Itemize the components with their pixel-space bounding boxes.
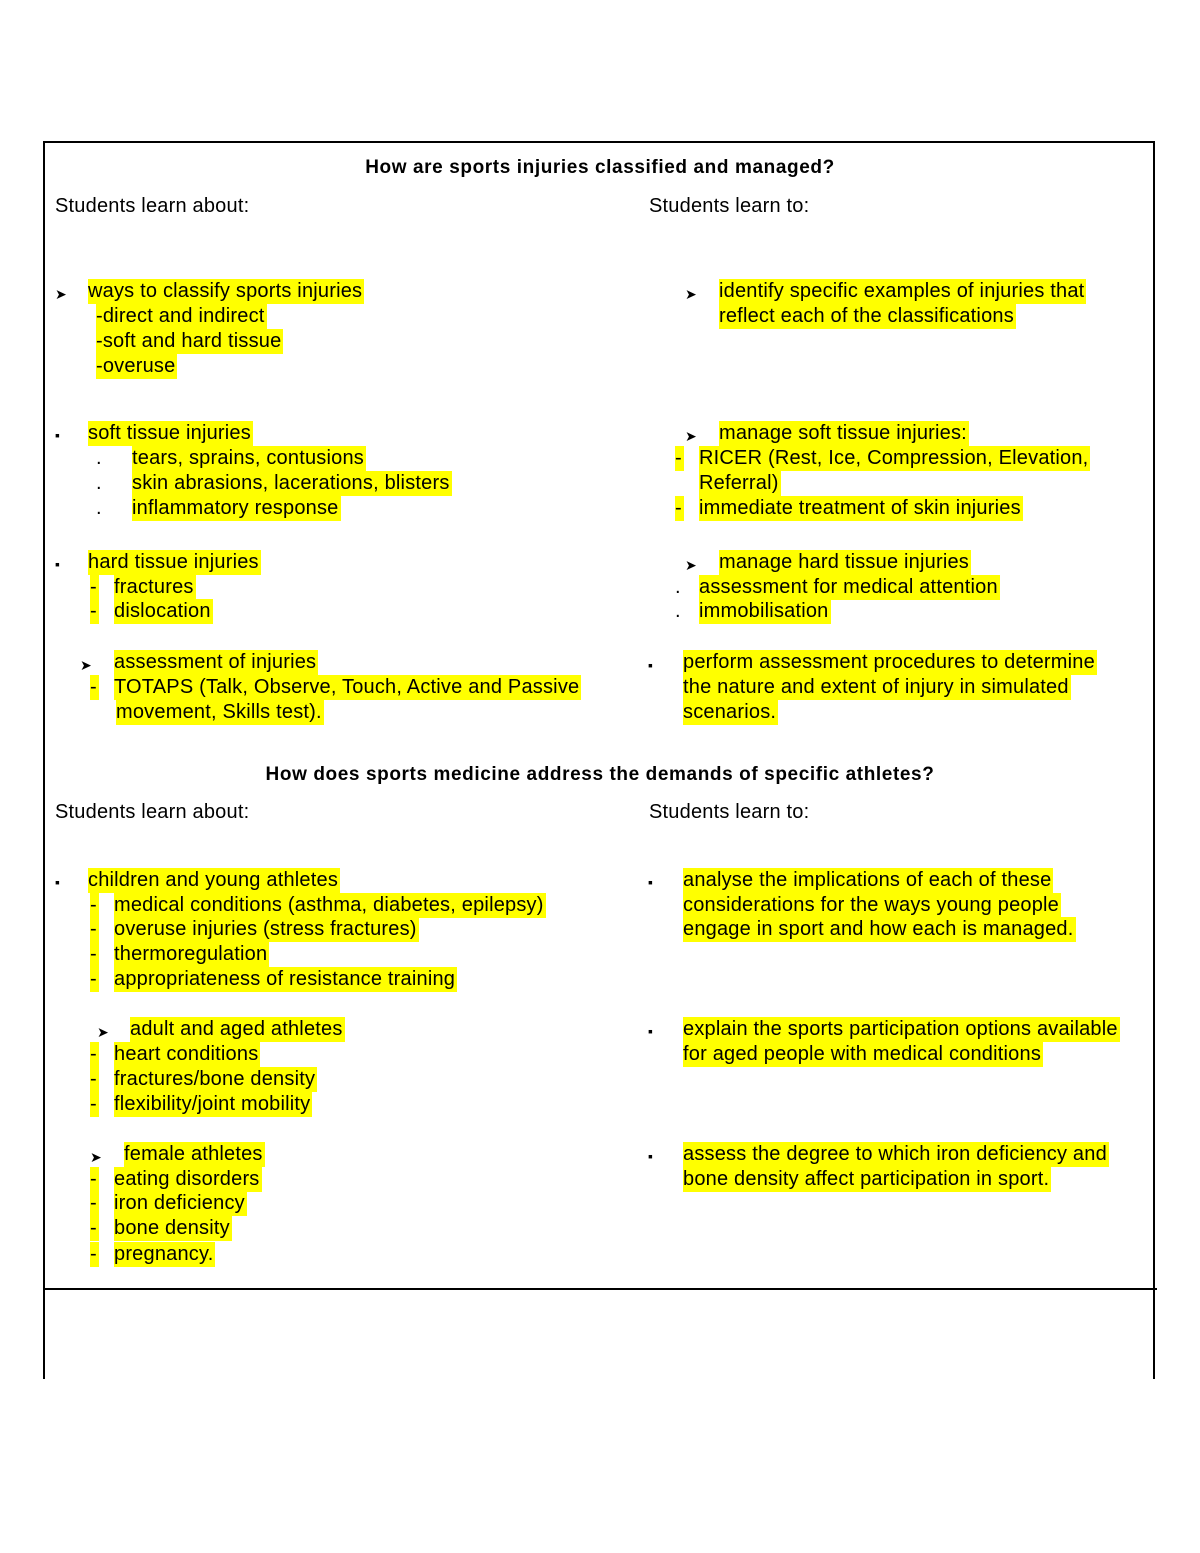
- dash-marker: -: [675, 447, 682, 469]
- list-subitem: bone density: [114, 1217, 230, 1239]
- list-item: reflect each of the classifications: [719, 305, 1014, 327]
- section-1-right-label: Students learn to:: [649, 195, 810, 217]
- dash-marker: -: [90, 600, 97, 622]
- list-subitem: flexibility/joint mobility: [114, 1093, 311, 1115]
- list-subitem: medical conditions (asthma, diabetes, epilepsy): [114, 894, 544, 916]
- list-item: female athletes: [124, 1143, 263, 1165]
- list-subitem: eating disorders: [114, 1168, 260, 1190]
- list-subitem: TOTAPS (Talk, Observe, Touch, Active and Passive: [114, 676, 580, 698]
- list-subitem: heart conditions: [114, 1043, 259, 1065]
- list-subitem: immobilisation: [699, 600, 829, 622]
- list-item: adult and aged athletes: [130, 1018, 343, 1040]
- list-item: hard tissue injuries: [88, 551, 259, 573]
- square-bullet-icon: ▪: [55, 427, 60, 443]
- list-subitem: fractures: [114, 576, 194, 598]
- list-item: manage hard tissue injuries: [719, 551, 969, 573]
- dot-marker: .: [96, 447, 102, 469]
- list-subitem: overuse injuries (stress fractures): [114, 918, 417, 940]
- square-bullet-icon: ▪: [55, 556, 60, 572]
- arrow-bullet-icon: ➤: [55, 286, 67, 302]
- list-item: assess the degree to which iron deficiency and: [683, 1143, 1107, 1165]
- square-bullet-icon: ▪: [648, 1023, 653, 1039]
- section-1-left-label: Students learn about:: [55, 195, 250, 217]
- list-item: perform assessment procedures to determine: [683, 651, 1095, 673]
- list-subitem: -direct and indirect: [96, 305, 265, 327]
- dash-marker: -: [90, 1043, 97, 1065]
- list-item: engage in sport and how each is managed.: [683, 918, 1074, 940]
- dash-marker: -: [90, 676, 97, 698]
- list-subitem: thermoregulation: [114, 943, 268, 965]
- dash-marker: -: [90, 1068, 97, 1090]
- list-item: children and young athletes: [88, 869, 339, 891]
- list-subitem: tears, sprains, contusions: [132, 447, 364, 469]
- dash-marker: -: [90, 1168, 97, 1190]
- list-item: considerations for the ways young people: [683, 894, 1060, 916]
- list-item: scenarios.: [683, 701, 777, 723]
- arrow-bullet-icon: ➤: [90, 1149, 102, 1165]
- dash-marker: -: [90, 918, 97, 940]
- square-bullet-icon: ▪: [55, 874, 60, 890]
- list-item: the nature and extent of injury in simulated: [683, 676, 1069, 698]
- dot-marker: .: [675, 600, 681, 622]
- arrow-bullet-icon: ➤: [80, 657, 92, 673]
- square-bullet-icon: ▪: [648, 1148, 653, 1164]
- square-bullet-icon: ▪: [648, 874, 653, 890]
- dash-marker: -: [90, 968, 97, 990]
- list-subitem: inflammatory response: [132, 497, 339, 519]
- list-item: assessment of injuries: [114, 651, 317, 673]
- dot-marker: .: [96, 472, 102, 494]
- dash-marker: -: [90, 1217, 97, 1239]
- dot-marker: .: [675, 576, 681, 598]
- arrow-bullet-icon: ➤: [685, 428, 697, 444]
- square-bullet-icon: ▪: [648, 657, 653, 673]
- list-subitem: immediate treatment of skin injuries: [699, 497, 1021, 519]
- list-item: manage soft tissue injuries:: [719, 422, 967, 444]
- list-subitem: dislocation: [114, 600, 211, 622]
- arrow-bullet-icon: ➤: [685, 286, 697, 302]
- list-subitem: skin abrasions, lacerations, blisters: [132, 472, 450, 494]
- list-subitem: RICER (Rest, Ice, Compression, Elevation,: [699, 447, 1089, 469]
- list-subitem: pregnancy.: [114, 1243, 214, 1265]
- section-2-right-label: Students learn to:: [649, 801, 810, 823]
- list-subitem: Referral): [699, 472, 779, 494]
- dash-marker: -: [90, 1192, 97, 1214]
- list-subitem: fractures/bone density: [114, 1068, 316, 1090]
- list-item: analyse the implications of each of these: [683, 869, 1052, 891]
- table-divider: [43, 1288, 1157, 1290]
- arrow-bullet-icon: ➤: [97, 1024, 109, 1040]
- section-1-heading: How are sports injuries classified and managed?: [365, 157, 835, 178]
- section-2-left-label: Students learn about:: [55, 801, 250, 823]
- arrow-bullet-icon: ➤: [685, 557, 697, 573]
- list-item: ways to classify sports injuries: [88, 280, 363, 302]
- list-item: soft tissue injuries: [88, 422, 251, 444]
- list-subitem: -overuse: [96, 355, 176, 377]
- list-item: explain the sports participation options available: [683, 1018, 1118, 1040]
- list-item: identify specific examples of injuries that: [719, 280, 1085, 302]
- dash-marker: -: [90, 894, 97, 916]
- dash-marker: -: [90, 576, 97, 598]
- dash-marker: -: [90, 1243, 97, 1265]
- list-subitem: movement, Skills test).: [116, 701, 322, 723]
- dash-marker: -: [675, 497, 682, 519]
- list-item: for aged people with medical conditions: [683, 1043, 1042, 1065]
- list-item: bone density affect participation in sport.: [683, 1168, 1050, 1190]
- section-2-heading: How does sports medicine address the demands of specific athletes?: [265, 764, 935, 785]
- list-subitem: iron deficiency: [114, 1192, 245, 1214]
- list-subitem: assessment for medical attention: [699, 576, 998, 598]
- dash-marker: -: [90, 1093, 97, 1115]
- dot-marker: .: [96, 497, 102, 519]
- list-subitem: -soft and hard tissue: [96, 330, 282, 352]
- list-subitem: appropriateness of resistance training: [114, 968, 456, 990]
- dash-marker: -: [90, 943, 97, 965]
